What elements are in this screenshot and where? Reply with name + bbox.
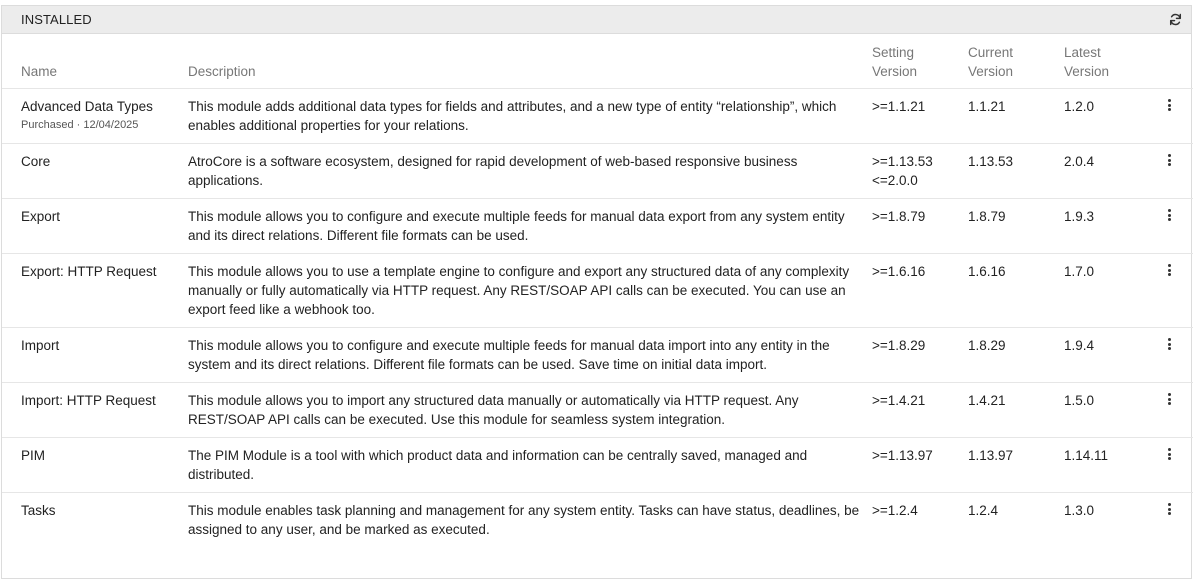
header-line: Latest (1064, 45, 1101, 60)
kebab-dot (1168, 453, 1171, 456)
column-header-description: Description (188, 42, 872, 89)
module-name-cell (2, 328, 188, 383)
kebab-dot (1168, 448, 1171, 451)
more-actions-button[interactable] (1164, 336, 1174, 352)
table-row (2, 144, 1193, 199)
header-line: Setting (872, 45, 915, 60)
module-name: Tasks (21, 503, 56, 518)
latest-version: 1.9.4 (1064, 328, 1160, 383)
module-description: This module enables task planning and management for any system entity. Tasks can have status, deadlines, be assigned to any user, and be marked as executed. (188, 503, 860, 537)
table-row (2, 254, 1193, 328)
setting-version: >=1.2.4 (872, 503, 918, 518)
more-actions-button[interactable] (1164, 152, 1174, 168)
column-header-latest-version (1064, 42, 1160, 89)
setting-version: >=1.13.97 (872, 448, 933, 463)
setting-version: >=1.6.16 (872, 264, 926, 279)
setting-version-cell (872, 144, 968, 199)
current-version: 1.13.53 (968, 144, 1064, 199)
kebab-dot (1168, 269, 1171, 272)
latest-version: 1.14.11 (1064, 438, 1160, 493)
latest-version: 1.5.0 (1064, 383, 1160, 438)
setting-version-cell (872, 438, 968, 493)
actions-cell (1160, 199, 1193, 254)
module-name: PIM (21, 448, 46, 463)
kebab-dot (1168, 218, 1171, 221)
setting-version: >=1.8.29 (872, 338, 926, 353)
setting-version-cell (872, 89, 968, 144)
table-row (2, 199, 1193, 254)
module-name-cell (2, 493, 188, 548)
actions-cell (1160, 493, 1193, 548)
actions-cell (1160, 438, 1193, 493)
module-name-cell (2, 383, 188, 438)
kebab-dot (1168, 503, 1171, 506)
setting-version: >=1.13.53 (872, 154, 933, 169)
setting-version: >=1.8.79 (872, 209, 926, 224)
header-line: Version (872, 64, 918, 79)
setting-version: >=1.4.21 (872, 393, 926, 408)
current-version: 1.13.97 (968, 438, 1064, 493)
more-actions-button[interactable] (1164, 207, 1174, 223)
more-actions-button[interactable] (1164, 501, 1174, 517)
more-actions-button[interactable] (1164, 391, 1174, 407)
more-actions-button[interactable] (1164, 446, 1174, 462)
header-line: Current (968, 45, 1014, 60)
current-version: 1.8.79 (968, 199, 1064, 254)
kebab-dot (1168, 457, 1171, 460)
kebab-dot (1168, 343, 1171, 346)
module-name: Import (21, 338, 60, 353)
kebab-dot (1168, 163, 1171, 166)
module-name-cell (2, 89, 188, 144)
refresh-icon (1169, 13, 1182, 26)
table-row (2, 89, 1193, 144)
kebab-dot (1168, 393, 1171, 396)
latest-version: 1.9.3 (1064, 199, 1160, 254)
module-description: This module allows you to import any structured data manually or automatically via HTTP request. Any REST/SOAP API calls can be executed. Use this module for seamless system integration. (188, 383, 872, 438)
module-description: This module adds additional data types for fields and attributes, and a new type of entity “relationship”, which enables additional properties for your relations. (188, 89, 872, 144)
module-name: Export: HTTP Request (21, 264, 157, 279)
latest-version: 2.0.4 (1064, 144, 1160, 199)
kebab-dot (1168, 347, 1171, 350)
setting-version-cell (872, 383, 968, 438)
table-row (2, 438, 1193, 493)
module-name-cell (2, 254, 188, 328)
kebab-dot (1168, 154, 1171, 157)
setting-version-cell (872, 254, 968, 328)
module-description: This module allows you to configure and execute multiple feeds for manual data import into any entity in the system and its direct relations. Different file formats can be used. Save time on initial data import. (188, 328, 872, 383)
actions-cell (1160, 144, 1193, 199)
setting-version-cell (872, 199, 968, 254)
purchased-label: Purchased · 12/04/2025 (21, 119, 139, 131)
module-description: This module allows you to configure and execute multiple feeds for manual data export from any system entity and its direct relations. Different file formats can be used. (188, 199, 872, 254)
table-row (2, 383, 1193, 438)
kebab-dot (1168, 398, 1171, 401)
more-actions-button[interactable] (1164, 262, 1174, 278)
module-description: The PIM Module is a tool with which product data and information can be centrally saved, managed and distributed. (188, 438, 872, 493)
panel-title: INSTALLED (21, 12, 92, 27)
setting-version: <=2.0.0 (872, 173, 918, 188)
modules-table (2, 42, 1193, 547)
actions-cell (1160, 328, 1193, 383)
kebab-dot (1168, 159, 1171, 162)
current-version: 1.2.4 (968, 503, 999, 518)
panel-header (2, 6, 1191, 34)
actions-cell (1160, 89, 1193, 144)
kebab-dot (1168, 108, 1171, 111)
table-header-row (2, 42, 1193, 89)
module-name: Export (21, 209, 61, 224)
actions-cell (1160, 254, 1193, 328)
current-version: 1.6.16 (968, 254, 1064, 328)
kebab-dot (1168, 402, 1171, 405)
kebab-dot (1168, 214, 1171, 217)
setting-version-cell (872, 328, 968, 383)
column-header-name: Name (2, 42, 188, 89)
kebab-dot (1168, 209, 1171, 212)
module-description: This module allows you to use a template engine to configure and export any structured data of any complexity manually or fully automatically via HTTP request. Any REST/SOAP API calls can be executed. You can use an export feed like a webhook too. (188, 254, 872, 328)
setting-version-cell (872, 493, 968, 548)
table-row (2, 328, 1193, 383)
kebab-dot (1168, 104, 1171, 107)
module-name-cell (2, 438, 188, 493)
kebab-dot (1168, 273, 1171, 276)
module-name-cell (2, 144, 188, 199)
header-line: Version (1064, 64, 1110, 79)
kebab-dot (1168, 99, 1171, 102)
module-name: Core (21, 154, 51, 169)
kebab-dot (1168, 338, 1171, 341)
latest-version: 1.2.0 (1064, 89, 1160, 144)
module-name: Advanced Data Types (21, 99, 153, 114)
setting-version: >=1.1.21 (872, 99, 926, 114)
kebab-dot (1168, 508, 1171, 511)
more-actions-button[interactable] (1164, 97, 1174, 113)
installed-modules-panel (1, 5, 1192, 579)
current-version: 1.4.21 (968, 383, 1064, 438)
module-name-cell (2, 199, 188, 254)
actions-cell (1160, 383, 1193, 438)
latest-version: 1.7.0 (1064, 254, 1160, 328)
latest-version: 1.3.0 (1064, 503, 1095, 518)
module-description: AtroCore is a software ecosystem, designed for rapid development of web-based responsive business applications. (188, 144, 872, 199)
table-row (2, 493, 1193, 548)
column-header-actions (1160, 42, 1193, 89)
column-header-setting-version (872, 42, 968, 89)
current-version: 1.1.21 (968, 89, 1064, 144)
current-version: 1.8.29 (968, 328, 1064, 383)
header-line: Version (968, 64, 1014, 79)
column-header-current-version (968, 42, 1064, 89)
module-name: Import: HTTP Request (21, 393, 156, 408)
kebab-dot (1168, 264, 1171, 267)
kebab-dot (1168, 512, 1171, 515)
refresh-button[interactable] (1167, 12, 1183, 28)
